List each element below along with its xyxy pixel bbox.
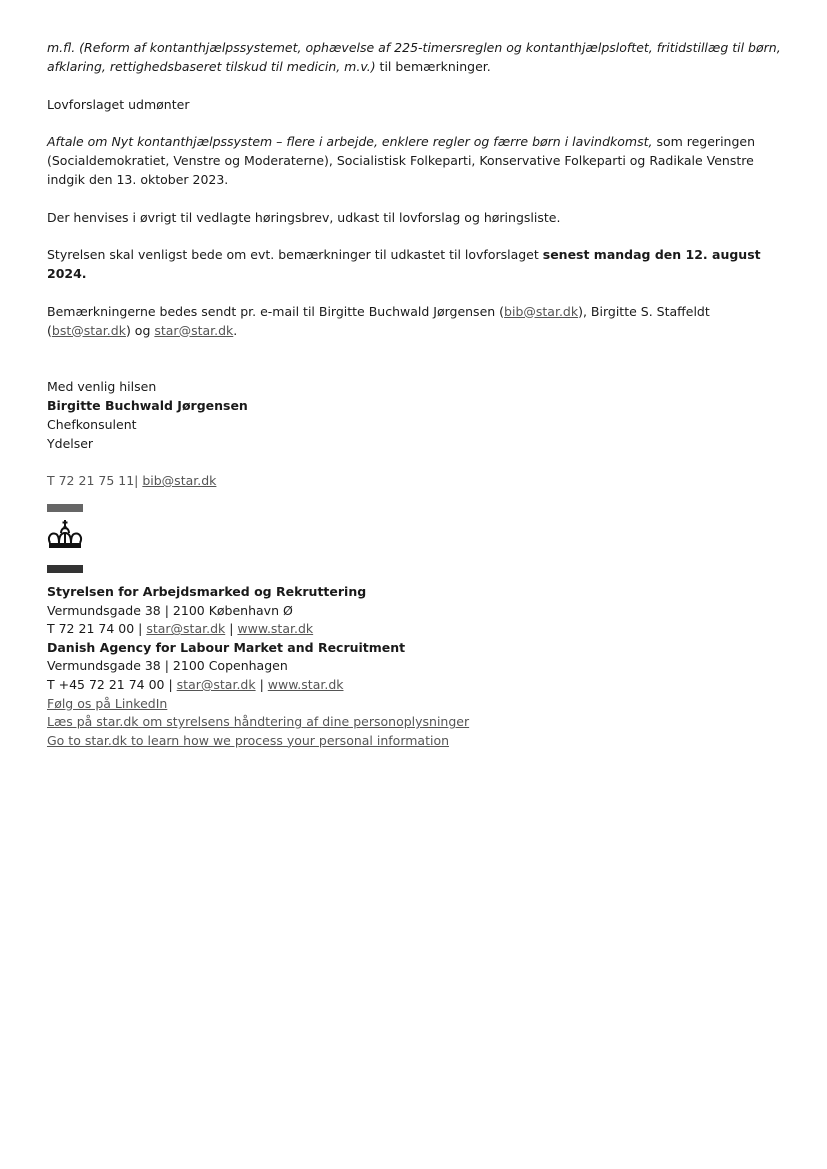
- email-link-da[interactable]: star@star.dk: [146, 621, 226, 637]
- privacy-link-en[interactable]: Go to star.dk to learn how we process your personal information: [47, 732, 450, 748]
- logo-bar-top: [47, 504, 83, 512]
- intro-tail: til bemærkninger.: [375, 59, 491, 74]
- reference-paragraph: Der henvises i øvrigt til vedlagte høringsbrev, udkast til lovforslag og høringsliste.: [47, 209, 561, 225]
- contact-mid: ), Birgitte S. Staffeldt (: [47, 303, 710, 338]
- linkedin-link[interactable]: Følg os på LinkedIn: [47, 695, 168, 711]
- sep-en: |: [255, 676, 268, 692]
- implements-paragraph: Lovforslaget udmønter: [47, 96, 190, 112]
- address-en: Vermundsgade 38 | 2100 Copenhagen: [47, 658, 288, 674]
- web-link-da[interactable]: www.star.dk: [237, 621, 314, 637]
- signer-phone-line: [47, 471, 787, 490]
- contact-paragraph: [47, 302, 787, 340]
- contact-end: .: [233, 322, 238, 338]
- agreement-title: Aftale om Nyt kontanthjælpssystem – flere i arbejde, enklere regler og færre børn i lavindkomst,: [47, 134, 653, 149]
- email-link-bib[interactable]: bib@star.dk: [504, 303, 579, 319]
- privacy-link-da[interactable]: Læs på star.dk om styrelsens håndtering af dine personoplysninger: [47, 714, 470, 730]
- phone-en: T +45 72 21 74 00 |: [47, 676, 177, 692]
- contact-mid2: ) og: [125, 322, 155, 338]
- signer-name: Birgitte Buchwald Jørgensen: [47, 397, 248, 413]
- logo-bar-bottom: [47, 565, 83, 573]
- deadline-date: senest mandag den 12. august 2024.: [47, 247, 761, 281]
- sep-da: |: [225, 621, 238, 637]
- agreement-paragraph: [47, 132, 787, 189]
- deadline-paragraph: [47, 245, 787, 283]
- agreement-text: som regeringen (Socialdemokratiet, Venstre og Moderaterne), Socialistisk Folkeparti, Konservative Folkeparti og Radikale Venstre indgik den 13. oktober 2023.: [47, 134, 756, 187]
- signer-unit: Ydelser: [47, 435, 94, 451]
- phone-da: T 72 21 74 00 |: [47, 621, 147, 637]
- contact-line-en: [47, 676, 787, 695]
- signer-title: Chefkonsulent: [47, 416, 137, 432]
- law-title: m.fl. (Reform af kontanthjælpssystemet, ophævelse af 225-timersreglen og kontanthjælpsloftet, fritidstillæg til børn, afklaring, rettighedsbaseret tilskud til medicin, m.v.): [47, 40, 781, 74]
- address-da: Vermundsgade 38 | 2100 København Ø: [47, 602, 293, 618]
- web-link-en[interactable]: www.star.dk: [267, 676, 344, 692]
- contact-pre: Bemærkningerne bedes sendt pr. e-mail til Birgitte Buchwald Jørgensen (: [47, 303, 505, 319]
- org-name-en: Danish Agency for Labour Market and Recruitment: [47, 639, 406, 655]
- intro-paragraph: [47, 38, 787, 76]
- deadline-text: Styrelsen skal venligst bede om evt. bemærkninger til udkastet til lovforslaget: [47, 247, 543, 262]
- signature-block: [47, 377, 787, 491]
- email-link-star[interactable]: star@star.dk: [154, 322, 234, 338]
- org-name-da: Styrelsen for Arbejdsmarked og Rekruttering: [47, 584, 367, 599]
- letter-page: [47, 38, 787, 750]
- footer-block: [47, 583, 787, 750]
- greeting: Med venlig hilsen: [47, 378, 157, 394]
- crown-icon: [47, 520, 83, 550]
- email-link-en[interactable]: star@star.dk: [176, 676, 256, 692]
- contact-line-da: [47, 620, 787, 639]
- signer-phone: T 72 21 75 11|: [47, 473, 143, 488]
- email-link-bst[interactable]: bst@star.dk: [51, 322, 126, 338]
- signer-email-link[interactable]: bib@star.dk: [142, 473, 217, 488]
